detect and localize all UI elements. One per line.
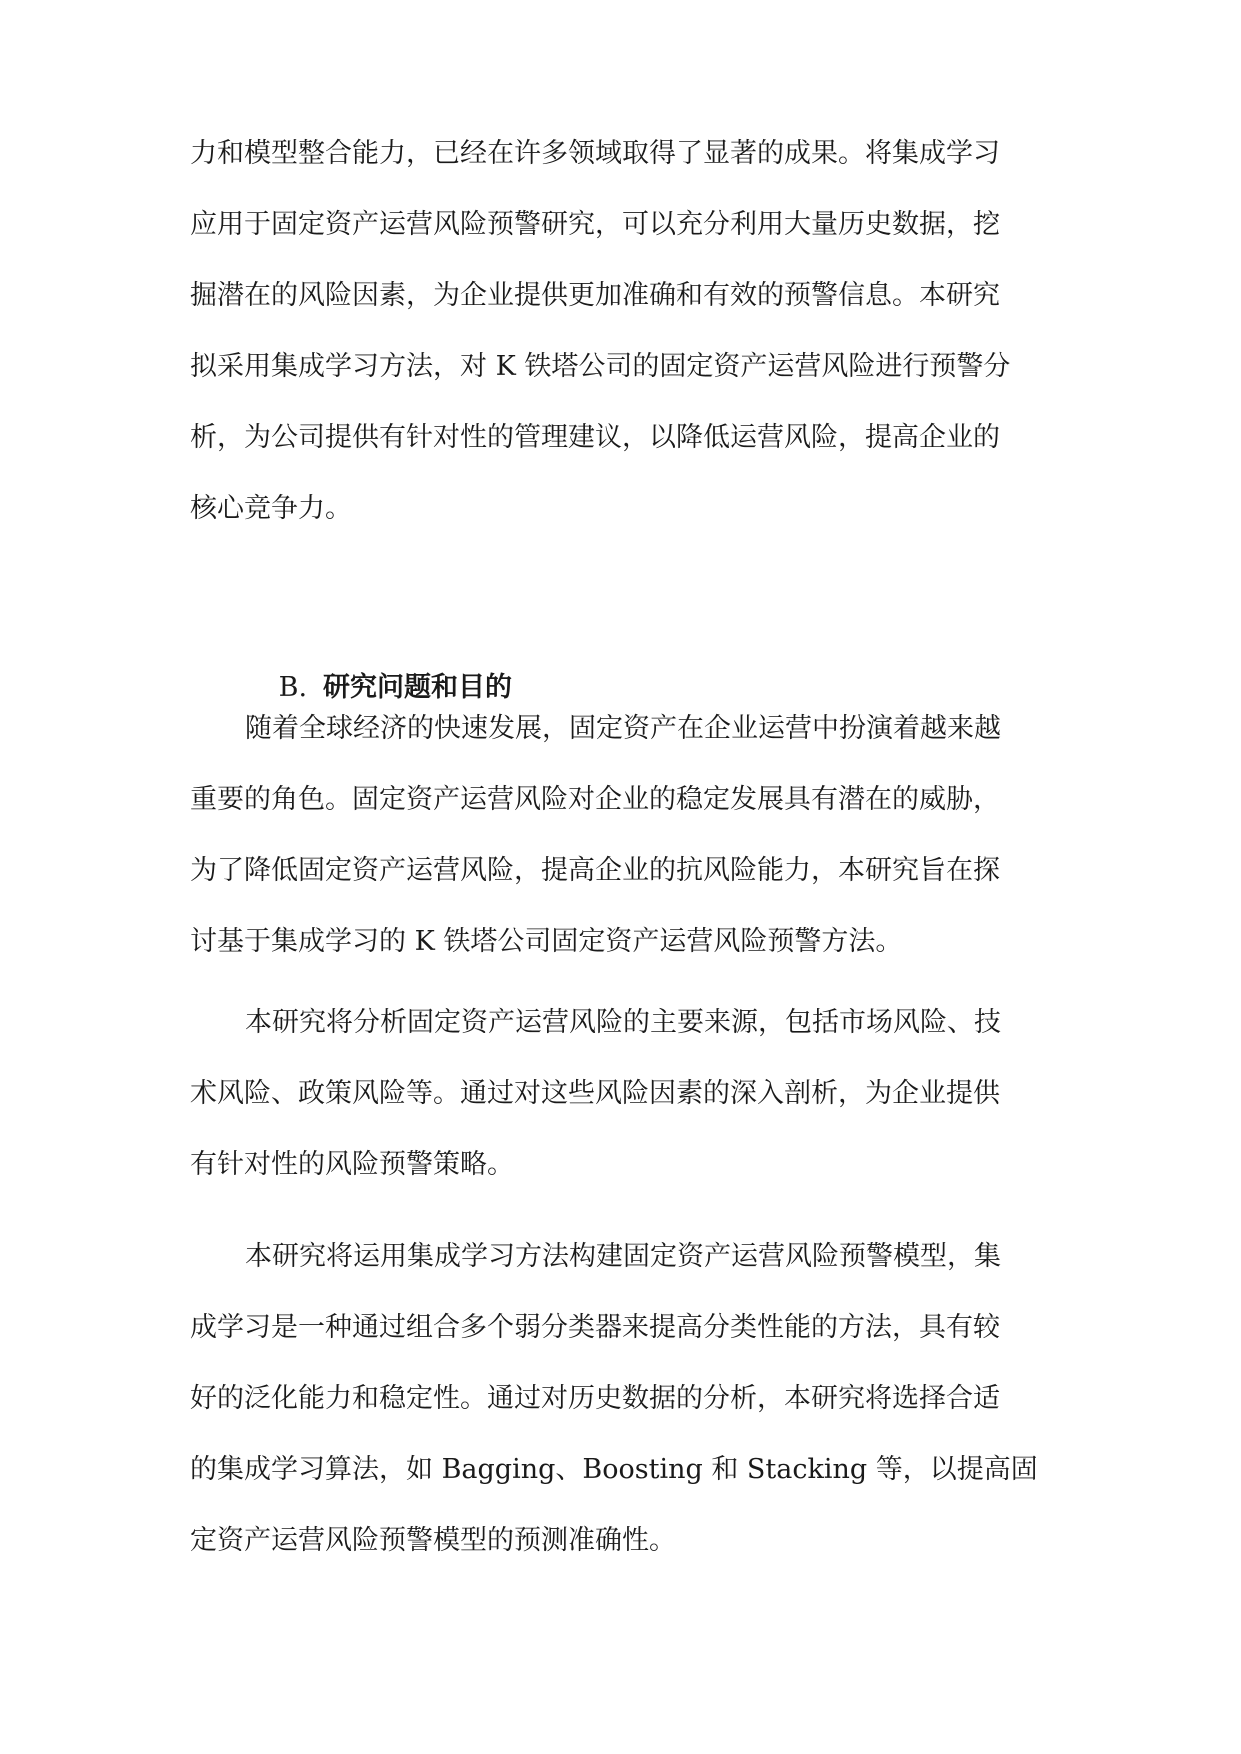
paragraph-1-line-3: 为了降低固定资产运营风险，提高企业的抗风险能力，本研究旨在探	[190, 855, 1000, 886]
paragraph-2-line-3: 有针对性的风险预警策略。	[190, 1149, 514, 1180]
section-title: 研究问题和目的	[323, 672, 513, 703]
intro-line-4: 拟采用集成学习方法，对 K 铁塔公司的固定资产运营风险进行预警分	[190, 351, 1011, 382]
paragraph-3-line-4: 的集成学习算法，如 Bagging、Boosting 和 Stacking 等，以提高固	[190, 1454, 1038, 1485]
intro-line-2: 应用于固定资产运营风险预警研究，可以充分利用大量历史数据，挖	[190, 209, 1000, 240]
intro-line-5: 析，为公司提供有针对性的管理建议，以降低运营风险，提高企业的	[190, 422, 1000, 453]
paragraph-1-line-2: 重要的角色。固定资产运营风险对企业的稳定发展具有潜在的威胁，	[190, 784, 1000, 815]
paragraph-1-line-1: 随着全球经济的快速发展，固定资产在企业运营中扮演着越来越	[245, 713, 1001, 744]
paragraph-3-line-2: 成学习是一种通过组合多个弱分类器来提高分类性能的方法，具有较	[190, 1312, 1000, 1343]
section-label: B.	[278, 672, 308, 703]
paragraph-3-line-3: 好的泛化能力和稳定性。通过对历史数据的分析，本研究将选择合适	[190, 1383, 1000, 1414]
intro-line-6: 核心竞争力。	[190, 493, 352, 524]
paragraph-2-line-2: 术风险、政策风险等。通过对这些风险因素的深入剖析，为企业提供	[190, 1078, 1000, 1109]
paragraph-3-line-5: 定资产运营风险预警模型的预测准确性。	[190, 1525, 676, 1556]
paragraph-1-line-4: 讨基于集成学习的 K 铁塔公司固定资产运营风险预警方法。	[190, 926, 903, 957]
paragraph-2-line-1: 本研究将分析固定资产运营风险的主要来源，包括市场风险、技	[245, 1007, 1001, 1038]
intro-line-3: 掘潜在的风险因素，为企业提供更加准确和有效的预警信息。本研究	[190, 280, 1000, 311]
intro-line-1: 力和模型整合能力，已经在许多领域取得了显著的成果。将集成学习	[190, 138, 1000, 169]
paragraph-3-line-1: 本研究将运用集成学习方法构建固定资产运营风险预警模型，集	[245, 1241, 1001, 1272]
